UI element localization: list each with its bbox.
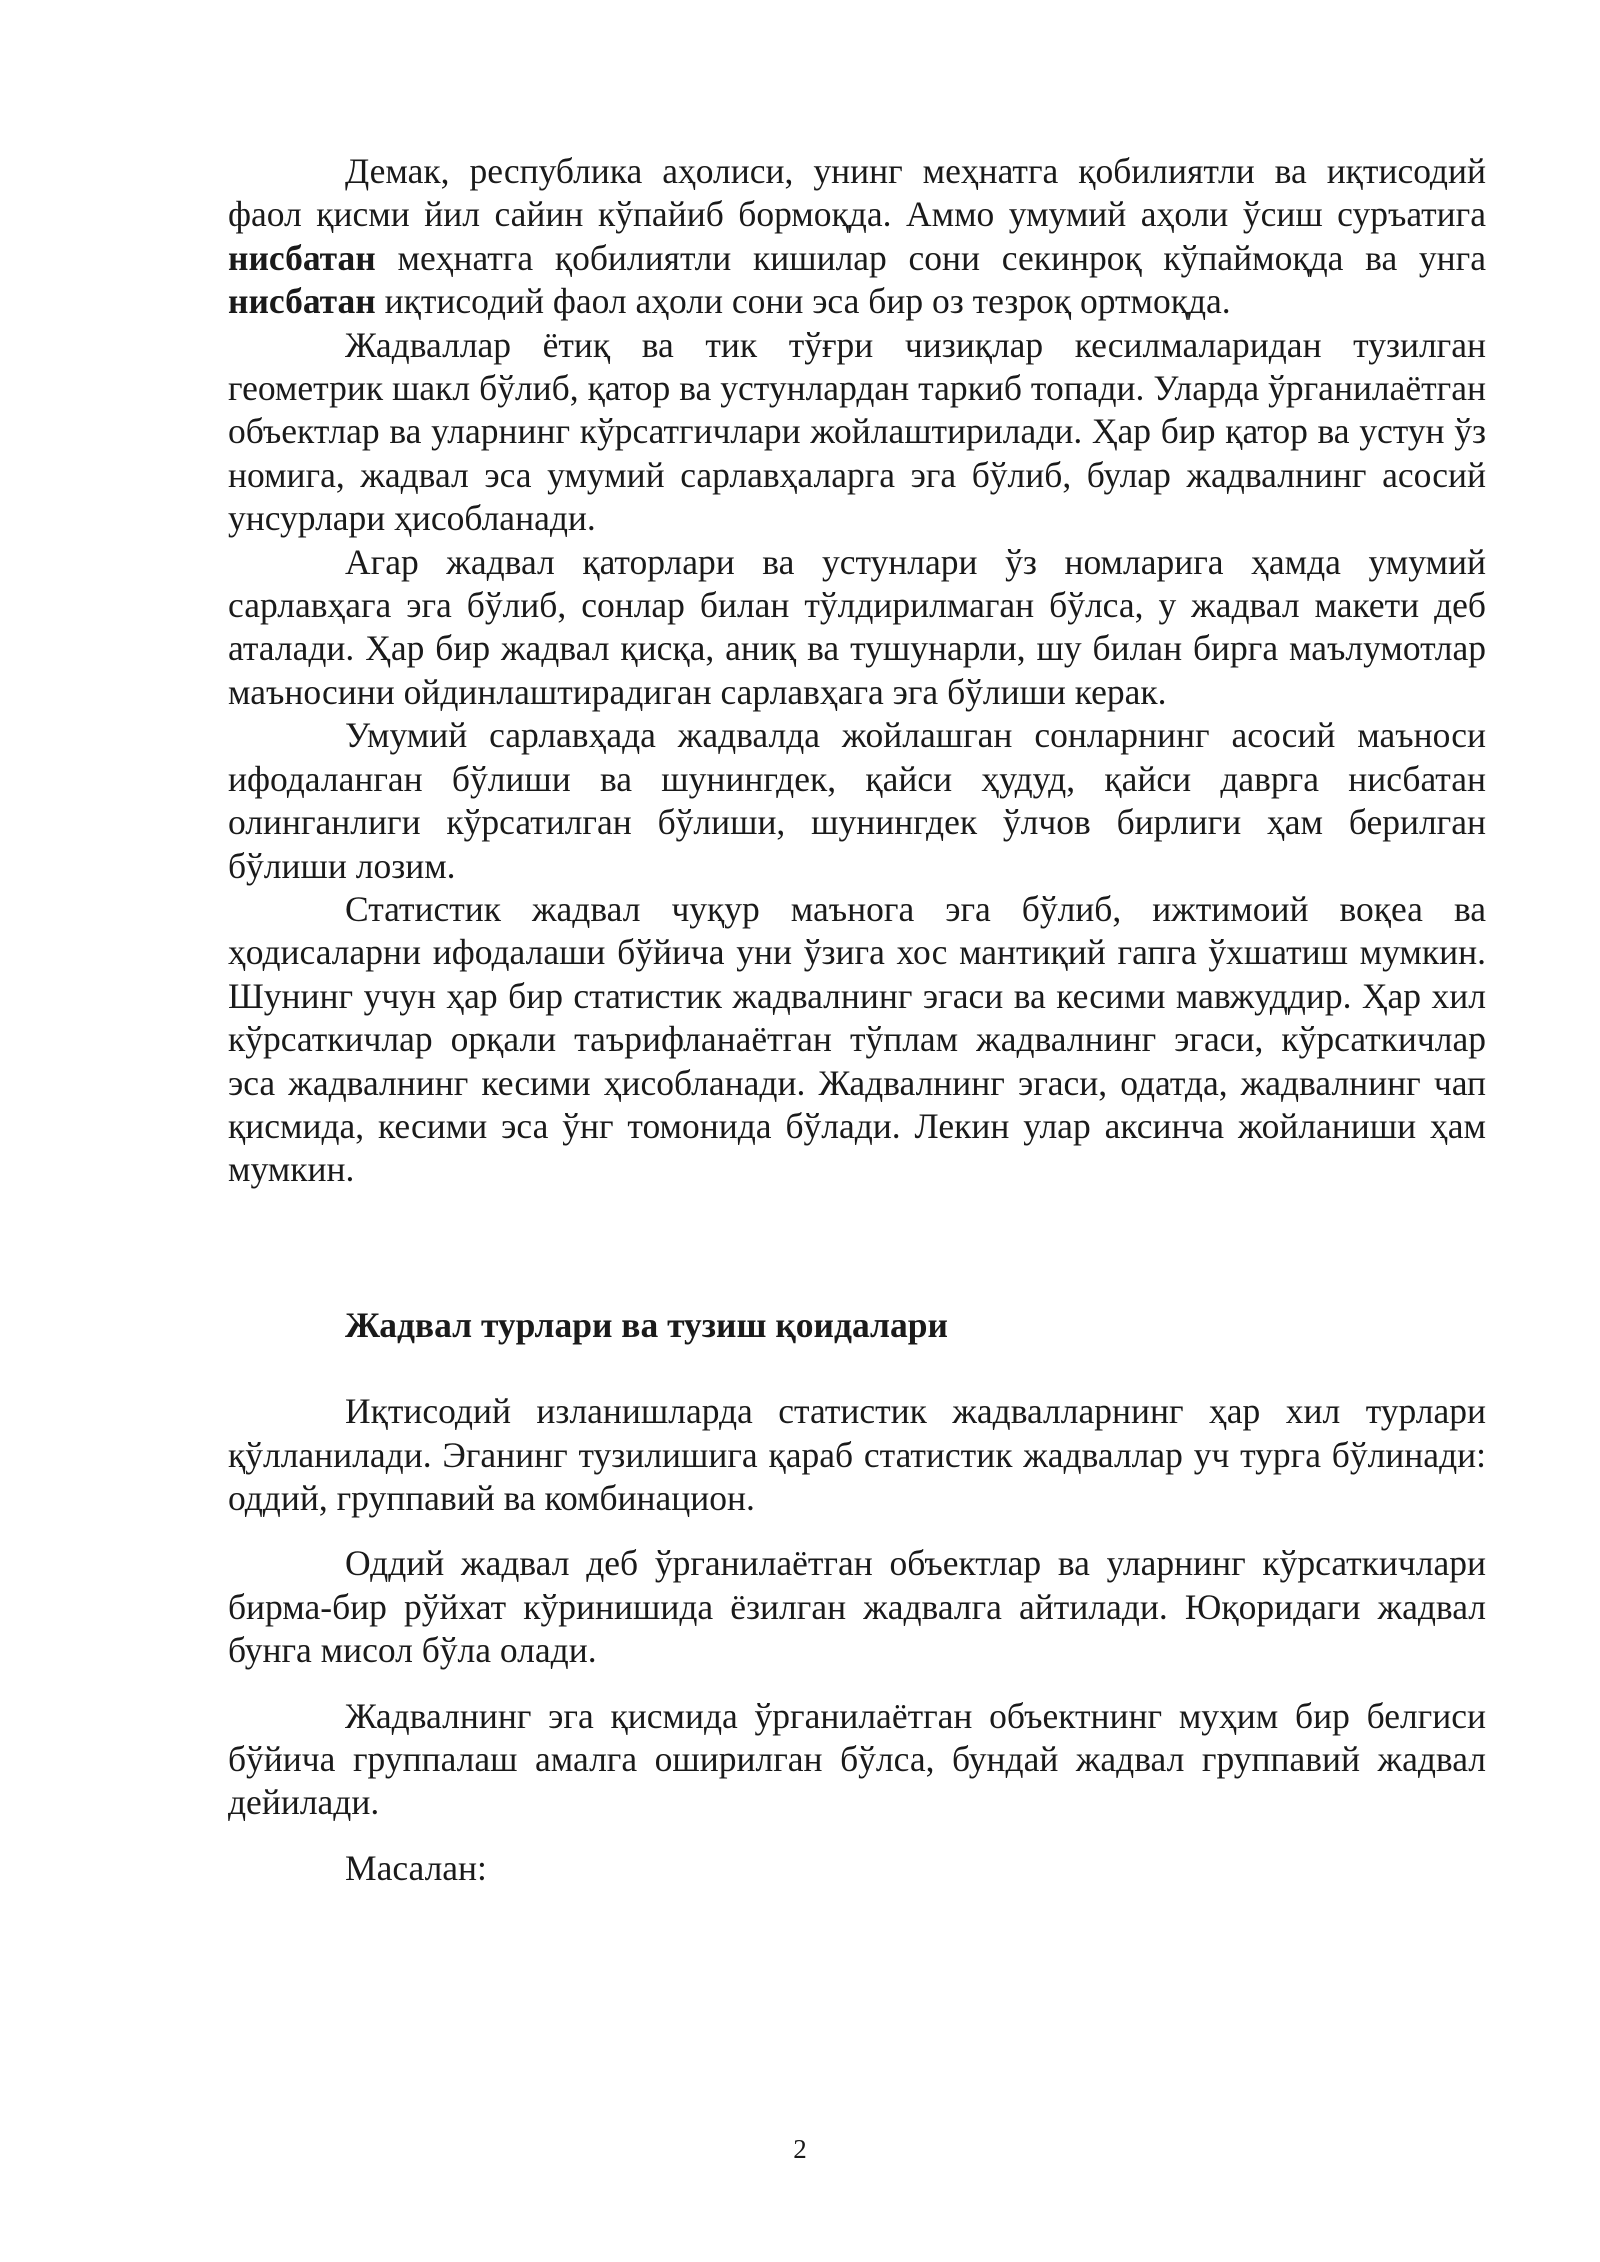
page-number: 2 [793,2134,807,2164]
paragraph-statistical-table [228,888,1486,1192]
paragraph-text: Демак, республика аҳолиси, унинг меҳнатга қобилиятли ва иқтисодий фаол қисми йил сайин кўпайиб бормоқда. Аммо умумий аҳоли ўсиш суръатига [228,151,1486,235]
paragraph-table-types: Иқтисодий изланишларда статистик жадвалларнинг ҳар хил турлари қўлланилади. Эганинг тузилишига қараб статистик жадваллар уч турга бўлинади: оддий, группавий ва комбинацион. [228,1391,1486,1518]
paragraph-table-layout [228,541,1486,715]
paragraph-simple-table: Оддий жадвал деб ўрганилаётган объектлар ва уларнинг кўрсаткичлари бирма-бир рўйхат кўринишида ёзилган жадвалга айтилади. Юқоридаги жадвал бунга мисол бўла олади. [228,1543,1486,1671]
paragraph-general-title [228,714,1486,888]
paragraph-group-table: Жадвалнинг эга қисмида ўрганилаётган объектнинг муҳим бир белгиси бўйича группалаш амалга оширилган бўлса, бундай жадвал группавий жадвал дейилади. [228,1695,1486,1823]
paragraph-text: Статистик жадвал чуқур маънога эга бўлиб, ижтимоий воқеа ва ҳодисаларни ифодалаши бўйича уни ўзига хос мантиқий гапга ўхшатиш мумкин. Шунинг учун ҳар бир статистик жадвалнинг эгаси ва кесими мавжуддир. Ҳар хил кўрсаткичлар орқали таърифланаётган тўплам жадвалнинг эгаси, кўрсаткичлар эса жадвалнинг кесими ҳисобланади. Жадвалнинг эгаси, одатда, жадвалнинг чап қисмида, кесими эса ўнг томонида бўлади. Лекин улар аксинча жойланиши ҳам мумкин. [228,888,1486,1190]
bold-term: нисбатан [228,281,376,322]
paragraph-example: Масалан: [345,1847,487,1888]
section-heading: Жадвал турлари ва тузиш қоидалари [345,1304,948,1345]
paragraph-text: меҳнатга қобилиятли кишилар сони секинроқ кўпаймоқда ва унга [375,237,1486,278]
paragraph-text: Агар жадвал қаторлари ва устунлари ўз номларига ҳамда умумий сарлавҳага эга бўлиб, сонлар билан тўлдирилмаган бўлса, у жадвал макети деб аталади. Ҳар бир жадвал қисқа, аниқ ва тушунарли, шу билан бирга маълумотлар маъносини ойдинлаштирадиган сарлавҳага эга бўлиши керак. [228,541,1486,712]
paragraph-text: иқтисодий фаол аҳоли сони эса бир оз тезроқ ортмоқда. [375,281,1231,322]
bold-term: нисбатан [228,237,376,278]
paragraph-table-definition [228,324,1486,541]
paragraph-text: Жадваллар ётиқ ва тик тўғри чизиқлар кесилмаларидан тузилган геометрик шакл бўлиб, қатор ва устунлардан таркиб топади. Уларда ўрганилаётган объектлар ва уларнинг кўрсатгичлари жойлаштирилади. Ҳар бир қатор ва устун ўз номига, жадвал эса умумий сарлавҳаларга эга бўлиб, булар жадвалнинг асосий унсурлари ҳисобланади. [228,324,1486,539]
paragraph-text: Умумий сарлавҳада жадвалда жойлашган сонларнинг асосий маъноси ифодаланган бўлиши ва шунингдек, қайси ҳудуд, қайси даврга нисбатан олинганлиги кўрсатилган бўлиши, шунингдек ўлчов бирлиги ҳам берилган бўлиши лозим. [228,715,1486,886]
paragraph-population [228,150,1486,324]
document-page [228,150,1486,1890]
